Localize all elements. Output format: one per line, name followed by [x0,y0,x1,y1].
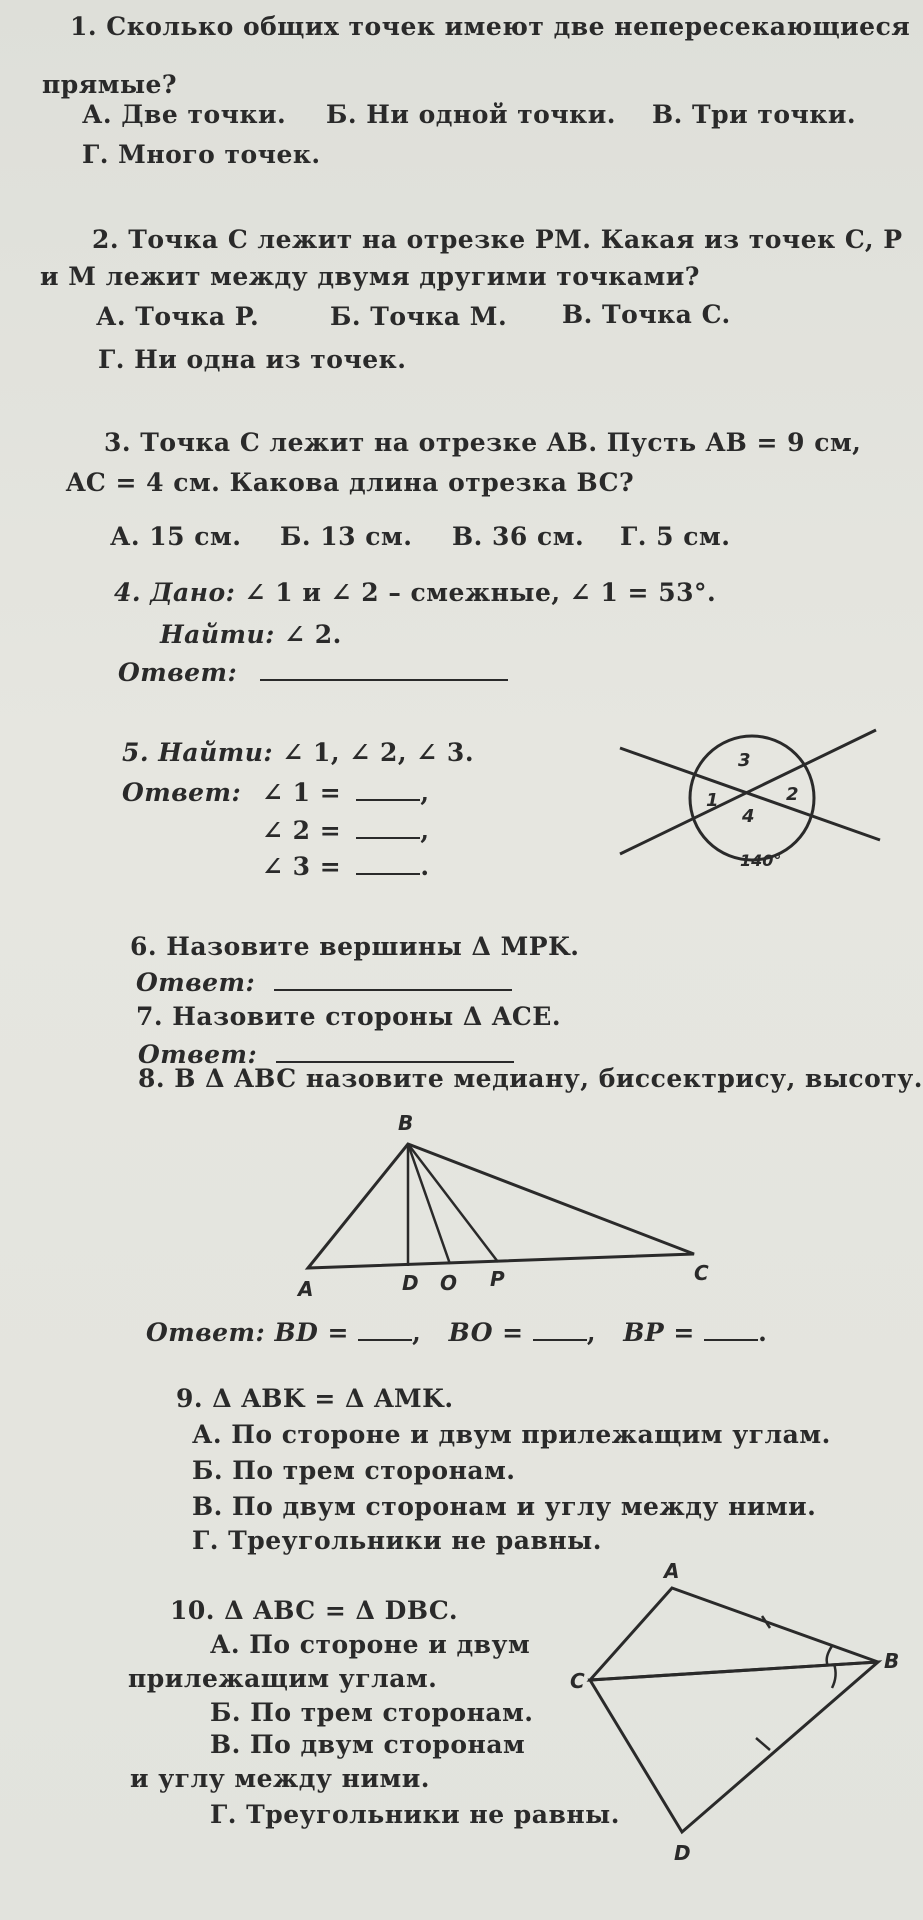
q9-option-b: Б. По трем сторонам. [192,1456,516,1485]
q8-end: . [758,1318,768,1347]
q1-text-line1: 1. Сколько общих точек имеют две непересекающиеся [70,12,911,41]
q6-answer-label: Ответ: [136,968,256,997]
q8-bd-blank[interactable] [358,1321,412,1341]
q5-figure [600,720,890,880]
q4-find-text: ∠ 2. [284,620,342,649]
q7-answer-blank[interactable] [276,1043,514,1063]
q8-label-a: A [298,1277,314,1301]
q10-option-a-line1: А. По стороне и двум [210,1630,531,1659]
q9-text: 9. Δ ABK = Δ AMK. [176,1384,454,1413]
q2-option-d: Г. Ни одна из точек. [98,345,407,374]
q4-find [160,620,342,649]
q8-label-d: D [402,1271,419,1295]
q10-triangle-dbc [590,1662,878,1832]
q3-text-line2: AC = 4 см. Какова длина отрезка BC? [66,468,635,497]
q8-label-o: O [440,1271,458,1295]
q1-option-c: В. Три точки. [652,100,857,129]
q5-label-3: 3 [738,750,751,771]
q8-bo-blank[interactable] [533,1321,587,1341]
q9-option-d: Г. Треугольники не равны. [192,1526,602,1555]
q10-label-a: A [664,1559,680,1583]
q4-given [114,578,716,607]
q5-label-4: 4 [742,806,755,827]
q8-answer [146,1318,767,1347]
q8-label-c: C [694,1261,709,1285]
q7-text: 7. Назовите стороны Δ ACE. [136,1002,562,1031]
q5-row1-end: , [420,778,430,807]
q10-option-b: Б. По трем сторонам. [210,1698,534,1727]
q10-angle-abc [827,1646,832,1666]
q5-answer-label: Ответ: [122,778,242,807]
q5-angle3-blank[interactable] [356,855,420,875]
q8-answer-label: Ответ: [146,1318,266,1347]
q8-text: 8. В Δ ABC назовите медиану, биссектрису, высоту. [138,1064,923,1093]
q4-given-label: 4. Дано: [114,578,236,607]
q4-answer [118,658,508,687]
q5-line-2 [620,730,876,854]
q10-label-d: D [674,1841,691,1865]
q2-option-b: Б. Точка M. [330,302,508,331]
q10-option-c-line1: В. По двум сторонам [210,1730,526,1759]
q10-text: 10. Δ ABC = Δ DBC. [170,1596,459,1625]
q8-bo-label: BO = [448,1318,524,1347]
q6-text: 6. Назовите вершины Δ MPK. [130,932,580,961]
q1-option-a: А. Две точки. [82,100,287,129]
q6-answer [136,968,512,997]
q10-option-d: Г. Треугольники не равны. [210,1800,620,1829]
q4-find-label: Найти: [160,620,275,649]
q10-label-b: B [884,1649,900,1673]
q8-bp-blank[interactable] [704,1321,758,1341]
q1-text-line2: прямые? [42,70,178,99]
q2-option-a: А. Точка P. [96,302,260,331]
q10-option-c-line2: и углу между ними. [130,1764,430,1793]
q4-answer-blank[interactable] [260,661,508,681]
q4-answer-label: Ответ: [118,658,238,687]
q7-answer-label: Ответ: [138,1040,258,1069]
q3-option-d: Г. 5 см. [620,522,731,551]
q2-option-c: В. Точка C. [562,300,731,329]
q3-text-line1: 3. Точка C лежит на отрезке AB. Пусть AB = 9 см, [104,428,862,457]
q5-row3 [262,852,430,881]
q8-figure [290,1110,730,1300]
q10-figure [570,1560,910,1880]
q5-label-2: 2 [786,784,799,805]
q5-angle1-blank[interactable] [356,781,420,801]
q5-row1 [262,778,430,807]
q9-option-c: В. По двум сторонам и углу между ними. [192,1492,817,1521]
q5-angle2-label: ∠ 2 = [262,816,342,845]
q5-angle1-label: ∠ 1 = [262,778,342,807]
q2-text-line1: 2. Точка C лежит на отрезке PM. Какая из точек C, P [92,225,903,254]
q5-find [122,738,474,767]
q5-find-label: 5. Найти: [122,738,274,767]
q8-label-b: B [398,1111,414,1135]
q5-row3-end: . [420,852,430,881]
q8-sep2: , [586,1318,597,1347]
q1-option-d: Г. Много точек. [82,140,321,169]
q2-text-line2: и M лежит между двумя другими точками? [40,262,700,291]
q5-find-text: ∠ 1, ∠ 2, ∠ 3. [282,738,475,767]
q5-angle2-blank[interactable] [356,819,420,839]
q8-triangle [308,1144,694,1268]
q3-option-c: В. 36 см. [452,522,585,551]
q10-tick-bd [756,1738,770,1750]
q9-option-a: А. По стороне и двум прилежащим углам. [192,1420,831,1449]
q3-option-a: А. 15 см. [110,522,242,551]
q8-sep1: , [412,1318,422,1347]
q8-label-p: P [490,1267,505,1291]
q10-angle-dbc [832,1664,836,1688]
q8-bd-label: BD = [274,1318,349,1347]
q8-bisector-bo [408,1144,450,1264]
q6-answer-blank[interactable] [274,971,512,991]
q5-row2-end: , [420,816,430,845]
q10-option-a-line2: прилежащим углам. [128,1664,438,1693]
q5-angle3-label: ∠ 3 = [262,852,342,881]
q4-given-text: ∠ 1 и ∠ 2 – смежные, ∠ 1 = 53°. [244,578,717,607]
q8-bp-label: BP = [623,1318,695,1347]
q5-row2 [262,816,430,845]
q1-option-b: Б. Ни одной точки. [326,100,616,129]
q10-label-c: C [570,1669,585,1693]
q5-label-1: 1 [706,790,719,811]
q5-label-angle: 140° [740,851,782,870]
q3-option-b: Б. 13 см. [280,522,413,551]
